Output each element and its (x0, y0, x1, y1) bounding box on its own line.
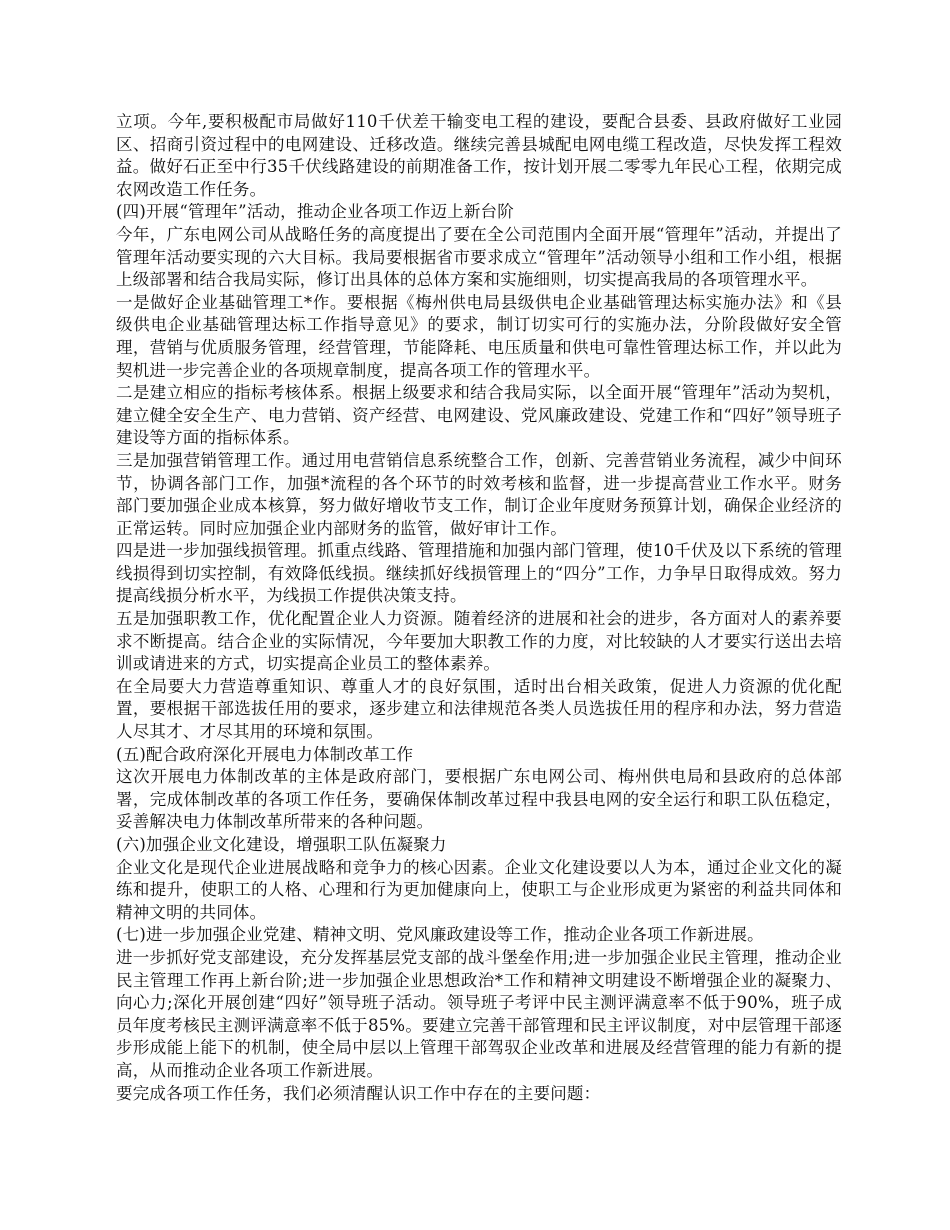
body-paragraph: 这次开展电力体制改革的主体是政府部门，要根据广东电网公司、梅州供电局和县政府的总体部署，完成体制改革的各项工作任务，要确保体制改革过程中我县电网的安全运行和职工队伍稳定，妥善解决电力体制改革所带来的各种问题。 (116, 767, 842, 832)
body-paragraph: 一是做好企业基础管理工*作。要根据《梅州供电局县级供电企业基础管理达标实施办法》和《县级供电企业基础管理达标工作指导意见》的要求，制订切实可行的实施办法，分阶段做好安全管理，营销与优质服务管理，经营管理，节能降耗、电压质量和供电可靠性管理达标工作，并以此为契机进一步完善企业的各项规章制度，提高各项工作的管理水平。 (116, 292, 842, 380)
body-paragraph: 在全局要大力营造尊重知识、尊重人才的良好氛围，适时出台相关政策，促进人力资源的优化配置，要根据干部选拔任用的要求，逐步建立和法律规范各类人员选拔任用的程序和办法，努力营造人尽其才、才尽其用的环境和氛围。 (116, 676, 842, 742)
body-paragraph: 要完成各项工作任务，我们必须清醒认识工作中存在的主要问题： (116, 1083, 601, 1103)
body-paragraph: 五是加强职教工作，优化配置企业人力资源。随着经济的进展和社会的进步，各方面对人的素养要求不断提高。结合企业的实际情况，今年要加大职教工作的力度，对比较缺的人才要实行送出去培训或请进来的方式，切实提高企业员工的整体素养。 (116, 609, 842, 674)
section-heading: (四)开展“管理年”活动，推动企业各项工作迈上新台阶 (116, 202, 514, 222)
body-paragraph: 三是加强营销管理工作。通过用电营销信息系统整合工作，创新、完善营销业务流程，减少中间环节，协调各部门工作，加强*流程的各个环节的时效考核和监督，进一步提高营业工作水平。财务部门要加强企业成本核算，努力做好增收节支工作，制订企业年度财务预算计划，确保企业经济的正常运转。同时应加强企业内部财务的监管，做好审计工作。 (116, 450, 842, 538)
body-paragraph: 立项。今年,要积极配市局做好110千伏差干输变电工程的建设，要配合县委、县政府做好工业园区、招商引资过程中的电网建设、迁移改造。继续完善县城配电网电缆工程改造，尽快发挥工程效益。做好石正至中行35千伏线路建设的前期准备工作，按计划开展二零零九年民心工程，依期完成农网改造工作任务。 (116, 112, 842, 199)
section-heading: (六)加强企业文化建设，增强职工队伍凝聚力 (116, 835, 447, 854)
section-heading: (五)配合政府深化开展电力体制改革工作 (116, 744, 414, 764)
body-paragraph: 今年，广东电网公司从战略任务的高度提出了要在全公司范围内全面开展“管理年”活动，并提出了管理年活动要实现的六大目标。我局要根据省市要求成立“管理年”活动领导小组和工作小组，根据上级部署和结合我局实际，修订出具体的总体方案和实施细则，切实提高我局的各项管理水平。 (116, 224, 842, 290)
section-heading: (七)进一步加强企业党建、精神文明、党风廉政建设等工作，推动企业各项工作新进展。 (116, 925, 764, 945)
body-paragraph: 四是进一步加强线损管理。抓重点线路、管理措施和加强内部门管理，使10千伏及以下系统的管理线损得到切实控制，有效降低线损。继续抓好线损管理上的“四分”工作，力争早日取得成效。努力提高线损分析水平，为线损工作提供决策支持。 (116, 541, 842, 606)
body-paragraph: 企业文化是现代企业进展战略和竞争力的核心因素。企业文化建设要以人为本，通过企业文化的凝练和提升，使职工的人格、心理和行为更加健康向上，使职工与企业形成更为紧密的利益共同体和精神文明的共同体。 (116, 857, 842, 922)
document-page (116, 111, 842, 1105)
body-paragraph: 进一步抓好党支部建设，充分发挥基层党支部的战斗堡垒作用;进一步加强企业民主管理，推动企业民主管理工作再上新台阶;进一步加强企业思想政治*工作和精神文明建设不断增强企业的凝聚力、向心力;深化开展创建“四好”领导班子活动。领导班子考评中民主测评满意率不低于90%，班子成员年度考核民主测评满意率不低于85%。要建立完善干部管理和民主评议制度，对中层管理干部逐步形成能上能下的机制，使全局中层以上管理干部驾驭企业改革和进展及经营管理的能力有新的提高，从而推动企业各项工作新进展。 (116, 947, 842, 1080)
body-paragraph: 二是建立相应的指标考核体系。根据上级要求和结合我局实际，以全面开展“管理年”活动为契机，建立健全安全生产、电力营销、资产经营、电网建设、党风廉政建设、党建工作和“四好”领导班子建设等方面的指标体系。 (116, 383, 842, 448)
